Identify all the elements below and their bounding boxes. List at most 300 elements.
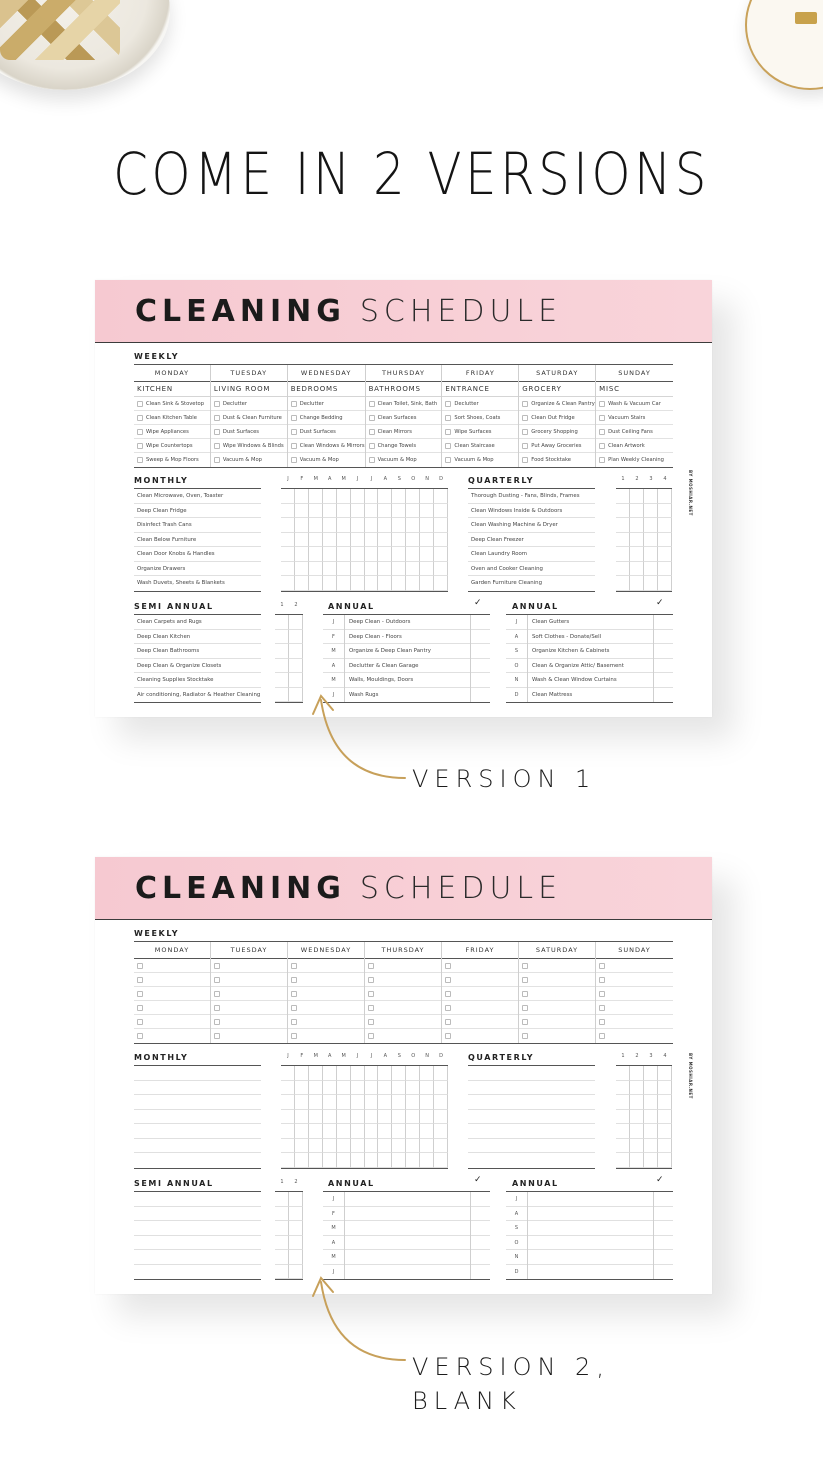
checkbox-icon[interactable] [445, 1033, 451, 1039]
check-cell[interactable] [323, 504, 337, 519]
blank-line[interactable] [345, 1207, 470, 1222]
check-cell[interactable] [295, 504, 309, 519]
check-cell[interactable] [653, 1265, 673, 1280]
blank-task-row[interactable] [211, 987, 287, 1001]
blank-task-row[interactable] [211, 1001, 287, 1015]
check-cell[interactable] [470, 615, 490, 630]
checkbox-icon[interactable] [291, 1033, 297, 1039]
check-cell[interactable] [658, 1153, 672, 1168]
check-cell[interactable] [630, 533, 644, 548]
check-cell[interactable] [281, 1124, 295, 1139]
check-cell[interactable] [275, 630, 289, 645]
check-cell[interactable] [309, 1095, 323, 1110]
checkbox-icon[interactable] [291, 963, 297, 969]
blank-task-row[interactable] [519, 1029, 595, 1043]
task-item[interactable] [211, 439, 287, 453]
blank-task-row[interactable] [288, 973, 364, 987]
check-cell[interactable] [470, 630, 490, 645]
check-cell[interactable] [351, 1139, 365, 1154]
checkbox-icon[interactable] [599, 457, 605, 463]
checkbox-icon[interactable] [368, 1005, 374, 1011]
check-cell[interactable] [420, 489, 434, 504]
checkbox-icon[interactable] [445, 415, 451, 421]
task-item[interactable] [288, 453, 365, 467]
checkbox-icon[interactable] [522, 401, 528, 407]
quarterly-checkbox-grid[interactable] [616, 1065, 672, 1169]
check-cell[interactable] [351, 547, 365, 562]
check-cell[interactable] [392, 562, 406, 577]
check-cell[interactable] [289, 644, 303, 659]
checkbox-icon[interactable] [291, 457, 297, 463]
task-item[interactable] [442, 411, 518, 425]
check-cell[interactable] [653, 673, 673, 688]
task-item[interactable] [596, 411, 673, 425]
check-cell[interactable] [337, 489, 351, 504]
checkbox-icon[interactable] [214, 457, 220, 463]
monthly-list-blank[interactable] [134, 1065, 261, 1169]
blank-line[interactable] [345, 1250, 470, 1265]
blank-line[interactable] [134, 1110, 261, 1125]
check-cell[interactable] [470, 1265, 490, 1280]
checkbox-icon[interactable] [214, 977, 220, 983]
blank-task-row[interactable] [442, 1015, 518, 1029]
check-cell[interactable] [470, 1221, 490, 1236]
checkbox-icon[interactable] [599, 1005, 605, 1011]
checkbox-icon[interactable] [445, 963, 451, 969]
task-item[interactable] [442, 453, 518, 467]
checkbox-icon[interactable] [368, 977, 374, 983]
blank-task-row[interactable] [288, 1001, 364, 1015]
blank-line[interactable] [345, 1221, 470, 1236]
check-cell[interactable] [644, 1124, 658, 1139]
checkbox-icon[interactable] [369, 415, 375, 421]
blank-task-row[interactable] [596, 973, 673, 987]
task-item[interactable] [134, 411, 210, 425]
check-cell[interactable] [365, 504, 379, 519]
check-cell[interactable] [616, 562, 630, 577]
check-cell[interactable] [323, 1066, 337, 1081]
blank-line[interactable] [468, 1110, 595, 1125]
task-item[interactable] [211, 453, 287, 467]
check-cell[interactable] [365, 533, 379, 548]
checkbox-icon[interactable] [369, 401, 375, 407]
check-cell[interactable] [281, 533, 295, 548]
blank-task-row[interactable] [596, 1001, 673, 1015]
blank-task-row[interactable] [519, 1001, 595, 1015]
check-cell[interactable] [392, 547, 406, 562]
check-cell[interactable] [365, 1095, 379, 1110]
check-cell[interactable] [434, 562, 448, 577]
check-cell[interactable] [378, 1066, 392, 1081]
check-cell[interactable] [365, 518, 379, 533]
check-cell[interactable] [470, 1236, 490, 1251]
check-cell[interactable] [658, 1066, 672, 1081]
check-cell[interactable] [420, 1110, 434, 1125]
check-cell[interactable] [658, 562, 672, 577]
check-cell[interactable] [406, 562, 420, 577]
check-cell[interactable] [653, 1250, 673, 1265]
check-cell[interactable] [281, 1095, 295, 1110]
blank-task-row[interactable] [288, 1029, 364, 1043]
blank-task-row[interactable] [519, 959, 595, 973]
check-cell[interactable] [420, 1066, 434, 1081]
check-cell[interactable] [323, 1110, 337, 1125]
blank-line[interactable] [468, 1095, 595, 1110]
check-cell[interactable] [351, 1081, 365, 1096]
blank-line[interactable] [345, 1192, 470, 1207]
blank-task-row[interactable] [211, 1029, 287, 1043]
blank-line[interactable] [468, 1081, 595, 1096]
checkbox-icon[interactable] [599, 977, 605, 983]
checkbox-icon[interactable] [445, 443, 451, 449]
blank-line[interactable] [468, 1124, 595, 1139]
check-cell[interactable] [630, 1110, 644, 1125]
check-cell[interactable] [378, 1081, 392, 1096]
checkbox-icon[interactable] [522, 415, 528, 421]
check-cell[interactable] [616, 1110, 630, 1125]
blank-task-row[interactable] [596, 959, 673, 973]
check-cell[interactable] [658, 1110, 672, 1125]
blank-line[interactable] [345, 1236, 470, 1251]
check-cell[interactable] [365, 562, 379, 577]
check-cell[interactable] [406, 1153, 420, 1168]
check-cell[interactable] [351, 533, 365, 548]
check-cell[interactable] [281, 1081, 295, 1096]
checkbox-icon[interactable] [445, 991, 451, 997]
checkbox-icon[interactable] [522, 963, 528, 969]
task-item[interactable] [288, 439, 365, 453]
checkbox-icon[interactable] [445, 1005, 451, 1011]
check-cell[interactable] [644, 1095, 658, 1110]
check-cell[interactable] [434, 1153, 448, 1168]
task-item[interactable] [134, 425, 210, 439]
check-cell[interactable] [323, 1139, 337, 1154]
check-cell[interactable] [309, 1066, 323, 1081]
check-cell[interactable] [420, 1124, 434, 1139]
check-cell[interactable] [365, 576, 379, 591]
blank-task-row[interactable] [442, 987, 518, 1001]
check-cell[interactable] [392, 1110, 406, 1125]
check-cell[interactable] [337, 1095, 351, 1110]
check-cell[interactable] [406, 1110, 420, 1125]
check-cell[interactable] [323, 562, 337, 577]
check-cell[interactable] [365, 1110, 379, 1125]
task-item[interactable] [596, 397, 673, 411]
checkbox-icon[interactable] [599, 1033, 605, 1039]
blank-task-row[interactable] [134, 973, 210, 987]
checkbox-icon[interactable] [137, 443, 143, 449]
checkbox-icon[interactable] [137, 1005, 143, 1011]
check-cell[interactable] [275, 1192, 289, 1207]
semi-annual-list-blank[interactable] [134, 1191, 261, 1280]
blank-line[interactable] [134, 1081, 261, 1096]
check-cell[interactable] [295, 1066, 309, 1081]
checkbox-icon[interactable] [291, 443, 297, 449]
checkbox-icon[interactable] [137, 963, 143, 969]
check-cell[interactable] [323, 1153, 337, 1168]
checkbox-icon[interactable] [214, 415, 220, 421]
checkbox-icon[interactable] [522, 1033, 528, 1039]
check-cell[interactable] [295, 489, 309, 504]
check-cell[interactable] [392, 1095, 406, 1110]
check-cell[interactable] [378, 489, 392, 504]
check-cell[interactable] [406, 1066, 420, 1081]
checkbox-icon[interactable] [368, 963, 374, 969]
check-cell[interactable] [470, 1192, 490, 1207]
check-cell[interactable] [289, 615, 303, 630]
check-cell[interactable] [351, 576, 365, 591]
checkbox-icon[interactable] [445, 401, 451, 407]
check-cell[interactable] [289, 688, 303, 703]
check-cell[interactable] [309, 518, 323, 533]
check-cell[interactable] [295, 1081, 309, 1096]
checkbox-icon[interactable] [368, 1019, 374, 1025]
task-item[interactable] [596, 439, 673, 453]
check-cell[interactable] [351, 562, 365, 577]
checkbox-icon[interactable] [522, 991, 528, 997]
check-cell[interactable] [434, 1124, 448, 1139]
check-cell[interactable] [658, 576, 672, 591]
task-item[interactable] [442, 397, 518, 411]
checkbox-icon[interactable] [291, 415, 297, 421]
check-cell[interactable] [392, 489, 406, 504]
blank-line[interactable] [134, 1207, 261, 1222]
check-cell[interactable] [653, 1221, 673, 1236]
check-cell[interactable] [351, 1153, 365, 1168]
check-cell[interactable] [275, 1221, 289, 1236]
check-cell[interactable] [275, 673, 289, 688]
check-cell[interactable] [309, 576, 323, 591]
check-cell[interactable] [337, 1139, 351, 1154]
checkbox-icon[interactable] [599, 443, 605, 449]
annual-table-1-blank[interactable] [323, 1191, 490, 1280]
blank-task-row[interactable] [519, 987, 595, 1001]
check-cell[interactable] [309, 1081, 323, 1096]
checkbox-icon[interactable] [214, 1019, 220, 1025]
check-cell[interactable] [630, 504, 644, 519]
check-cell[interactable] [295, 576, 309, 591]
blank-task-row[interactable] [211, 973, 287, 987]
check-cell[interactable] [289, 1221, 303, 1236]
check-cell[interactable] [378, 533, 392, 548]
check-cell[interactable] [351, 1110, 365, 1125]
check-cell[interactable] [434, 547, 448, 562]
check-cell[interactable] [470, 644, 490, 659]
check-cell[interactable] [653, 1236, 673, 1251]
check-cell[interactable] [434, 1066, 448, 1081]
checkbox-icon[interactable] [368, 991, 374, 997]
check-cell[interactable] [309, 489, 323, 504]
check-cell[interactable] [406, 576, 420, 591]
check-cell[interactable] [337, 504, 351, 519]
check-cell[interactable] [658, 1139, 672, 1154]
check-cell[interactable] [392, 504, 406, 519]
blank-task-row[interactable] [211, 959, 287, 973]
check-cell[interactable] [653, 644, 673, 659]
check-cell[interactable] [630, 489, 644, 504]
blank-task-row[interactable] [442, 1001, 518, 1015]
check-cell[interactable] [658, 489, 672, 504]
check-cell[interactable] [653, 630, 673, 645]
check-cell[interactable] [378, 1095, 392, 1110]
checkbox-icon[interactable] [599, 429, 605, 435]
check-cell[interactable] [337, 1110, 351, 1125]
check-cell[interactable] [365, 547, 379, 562]
check-cell[interactable] [644, 1110, 658, 1125]
task-item[interactable] [211, 411, 287, 425]
check-cell[interactable] [616, 1153, 630, 1168]
blank-line[interactable] [134, 1250, 261, 1265]
check-cell[interactable] [275, 1265, 289, 1280]
checkbox-icon[interactable] [291, 977, 297, 983]
check-cell[interactable] [323, 489, 337, 504]
task-item[interactable] [211, 397, 287, 411]
check-cell[interactable] [295, 518, 309, 533]
quarterly-checkbox-grid[interactable] [616, 488, 672, 592]
check-cell[interactable] [378, 1110, 392, 1125]
check-cell[interactable] [616, 1066, 630, 1081]
blank-line[interactable] [134, 1066, 261, 1081]
blank-line[interactable] [528, 1207, 653, 1222]
checkbox-icon[interactable] [369, 457, 375, 463]
check-cell[interactable] [616, 1081, 630, 1096]
check-cell[interactable] [281, 504, 295, 519]
checkbox-icon[interactable] [291, 991, 297, 997]
checkbox-icon[interactable] [214, 429, 220, 435]
task-item[interactable] [211, 425, 287, 439]
blank-task-row[interactable] [288, 1015, 364, 1029]
check-cell[interactable] [295, 1110, 309, 1125]
check-cell[interactable] [295, 547, 309, 562]
blank-line[interactable] [528, 1250, 653, 1265]
blank-task-row[interactable] [134, 1015, 210, 1029]
check-cell[interactable] [281, 1139, 295, 1154]
check-cell[interactable] [295, 1124, 309, 1139]
check-cell[interactable] [470, 673, 490, 688]
check-cell[interactable] [275, 1207, 289, 1222]
checkbox-icon[interactable] [445, 977, 451, 983]
blank-task-row[interactable] [211, 1015, 287, 1029]
check-cell[interactable] [644, 576, 658, 591]
task-item[interactable] [596, 453, 673, 467]
check-cell[interactable] [406, 518, 420, 533]
check-cell[interactable] [616, 1139, 630, 1154]
check-cell[interactable] [616, 533, 630, 548]
checkbox-icon[interactable] [445, 457, 451, 463]
check-cell[interactable] [406, 1124, 420, 1139]
blank-task-row[interactable] [134, 1029, 210, 1043]
blank-line[interactable] [134, 1236, 261, 1251]
check-cell[interactable] [392, 518, 406, 533]
check-cell[interactable] [616, 1124, 630, 1139]
check-cell[interactable] [420, 1153, 434, 1168]
check-cell[interactable] [392, 1066, 406, 1081]
check-cell[interactable] [392, 1153, 406, 1168]
check-cell[interactable] [644, 504, 658, 519]
check-cell[interactable] [323, 1124, 337, 1139]
blank-task-row[interactable] [134, 987, 210, 1001]
check-cell[interactable] [470, 688, 490, 703]
check-cell[interactable] [644, 562, 658, 577]
blank-line[interactable] [134, 1192, 261, 1207]
check-cell[interactable] [630, 576, 644, 591]
blank-line[interactable] [528, 1221, 653, 1236]
semi-annual-checkbox-grid[interactable] [275, 1191, 303, 1280]
blank-line[interactable] [134, 1221, 261, 1236]
check-cell[interactable] [658, 533, 672, 548]
check-cell[interactable] [309, 1153, 323, 1168]
check-cell[interactable] [337, 1124, 351, 1139]
check-cell[interactable] [653, 1207, 673, 1222]
blank-line[interactable] [134, 1153, 261, 1168]
check-cell[interactable] [365, 1139, 379, 1154]
checkbox-icon[interactable] [599, 963, 605, 969]
check-cell[interactable] [653, 615, 673, 630]
check-cell[interactable] [378, 562, 392, 577]
check-cell[interactable] [434, 1095, 448, 1110]
check-cell[interactable] [281, 1066, 295, 1081]
check-cell[interactable] [420, 576, 434, 591]
blank-task-row[interactable] [442, 959, 518, 973]
blank-task-row[interactable] [288, 959, 364, 973]
task-item[interactable] [288, 397, 365, 411]
check-cell[interactable] [275, 1236, 289, 1251]
check-cell[interactable] [406, 533, 420, 548]
checkbox-icon[interactable] [214, 443, 220, 449]
check-cell[interactable] [378, 576, 392, 591]
check-cell[interactable] [658, 547, 672, 562]
checkbox-icon[interactable] [214, 963, 220, 969]
blank-task-row[interactable] [442, 1029, 518, 1043]
check-cell[interactable] [420, 518, 434, 533]
checkbox-icon[interactable] [214, 991, 220, 997]
check-cell[interactable] [644, 1081, 658, 1096]
check-cell[interactable] [365, 489, 379, 504]
check-cell[interactable] [378, 547, 392, 562]
blank-task-row[interactable] [365, 1015, 441, 1029]
checkbox-icon[interactable] [522, 443, 528, 449]
task-item[interactable] [366, 425, 442, 439]
check-cell[interactable] [406, 1081, 420, 1096]
check-cell[interactable] [309, 562, 323, 577]
check-cell[interactable] [644, 1153, 658, 1168]
checkbox-icon[interactable] [214, 1033, 220, 1039]
checkbox-icon[interactable] [137, 429, 143, 435]
blank-task-row[interactable] [596, 987, 673, 1001]
blank-line[interactable] [468, 1139, 595, 1154]
check-cell[interactable] [337, 576, 351, 591]
check-cell[interactable] [337, 533, 351, 548]
blank-line[interactable] [468, 1153, 595, 1168]
check-cell[interactable] [420, 504, 434, 519]
check-cell[interactable] [644, 547, 658, 562]
check-cell[interactable] [644, 1066, 658, 1081]
check-cell[interactable] [323, 547, 337, 562]
check-cell[interactable] [337, 1081, 351, 1096]
check-cell[interactable] [616, 504, 630, 519]
check-cell[interactable] [281, 518, 295, 533]
check-cell[interactable] [616, 547, 630, 562]
check-cell[interactable] [406, 1095, 420, 1110]
blank-line[interactable] [528, 1192, 653, 1207]
check-cell[interactable] [365, 1066, 379, 1081]
check-cell[interactable] [351, 1095, 365, 1110]
blank-line[interactable] [468, 1066, 595, 1081]
check-cell[interactable] [275, 615, 289, 630]
blank-task-row[interactable] [365, 1001, 441, 1015]
check-cell[interactable] [630, 1124, 644, 1139]
blank-task-row[interactable] [442, 973, 518, 987]
